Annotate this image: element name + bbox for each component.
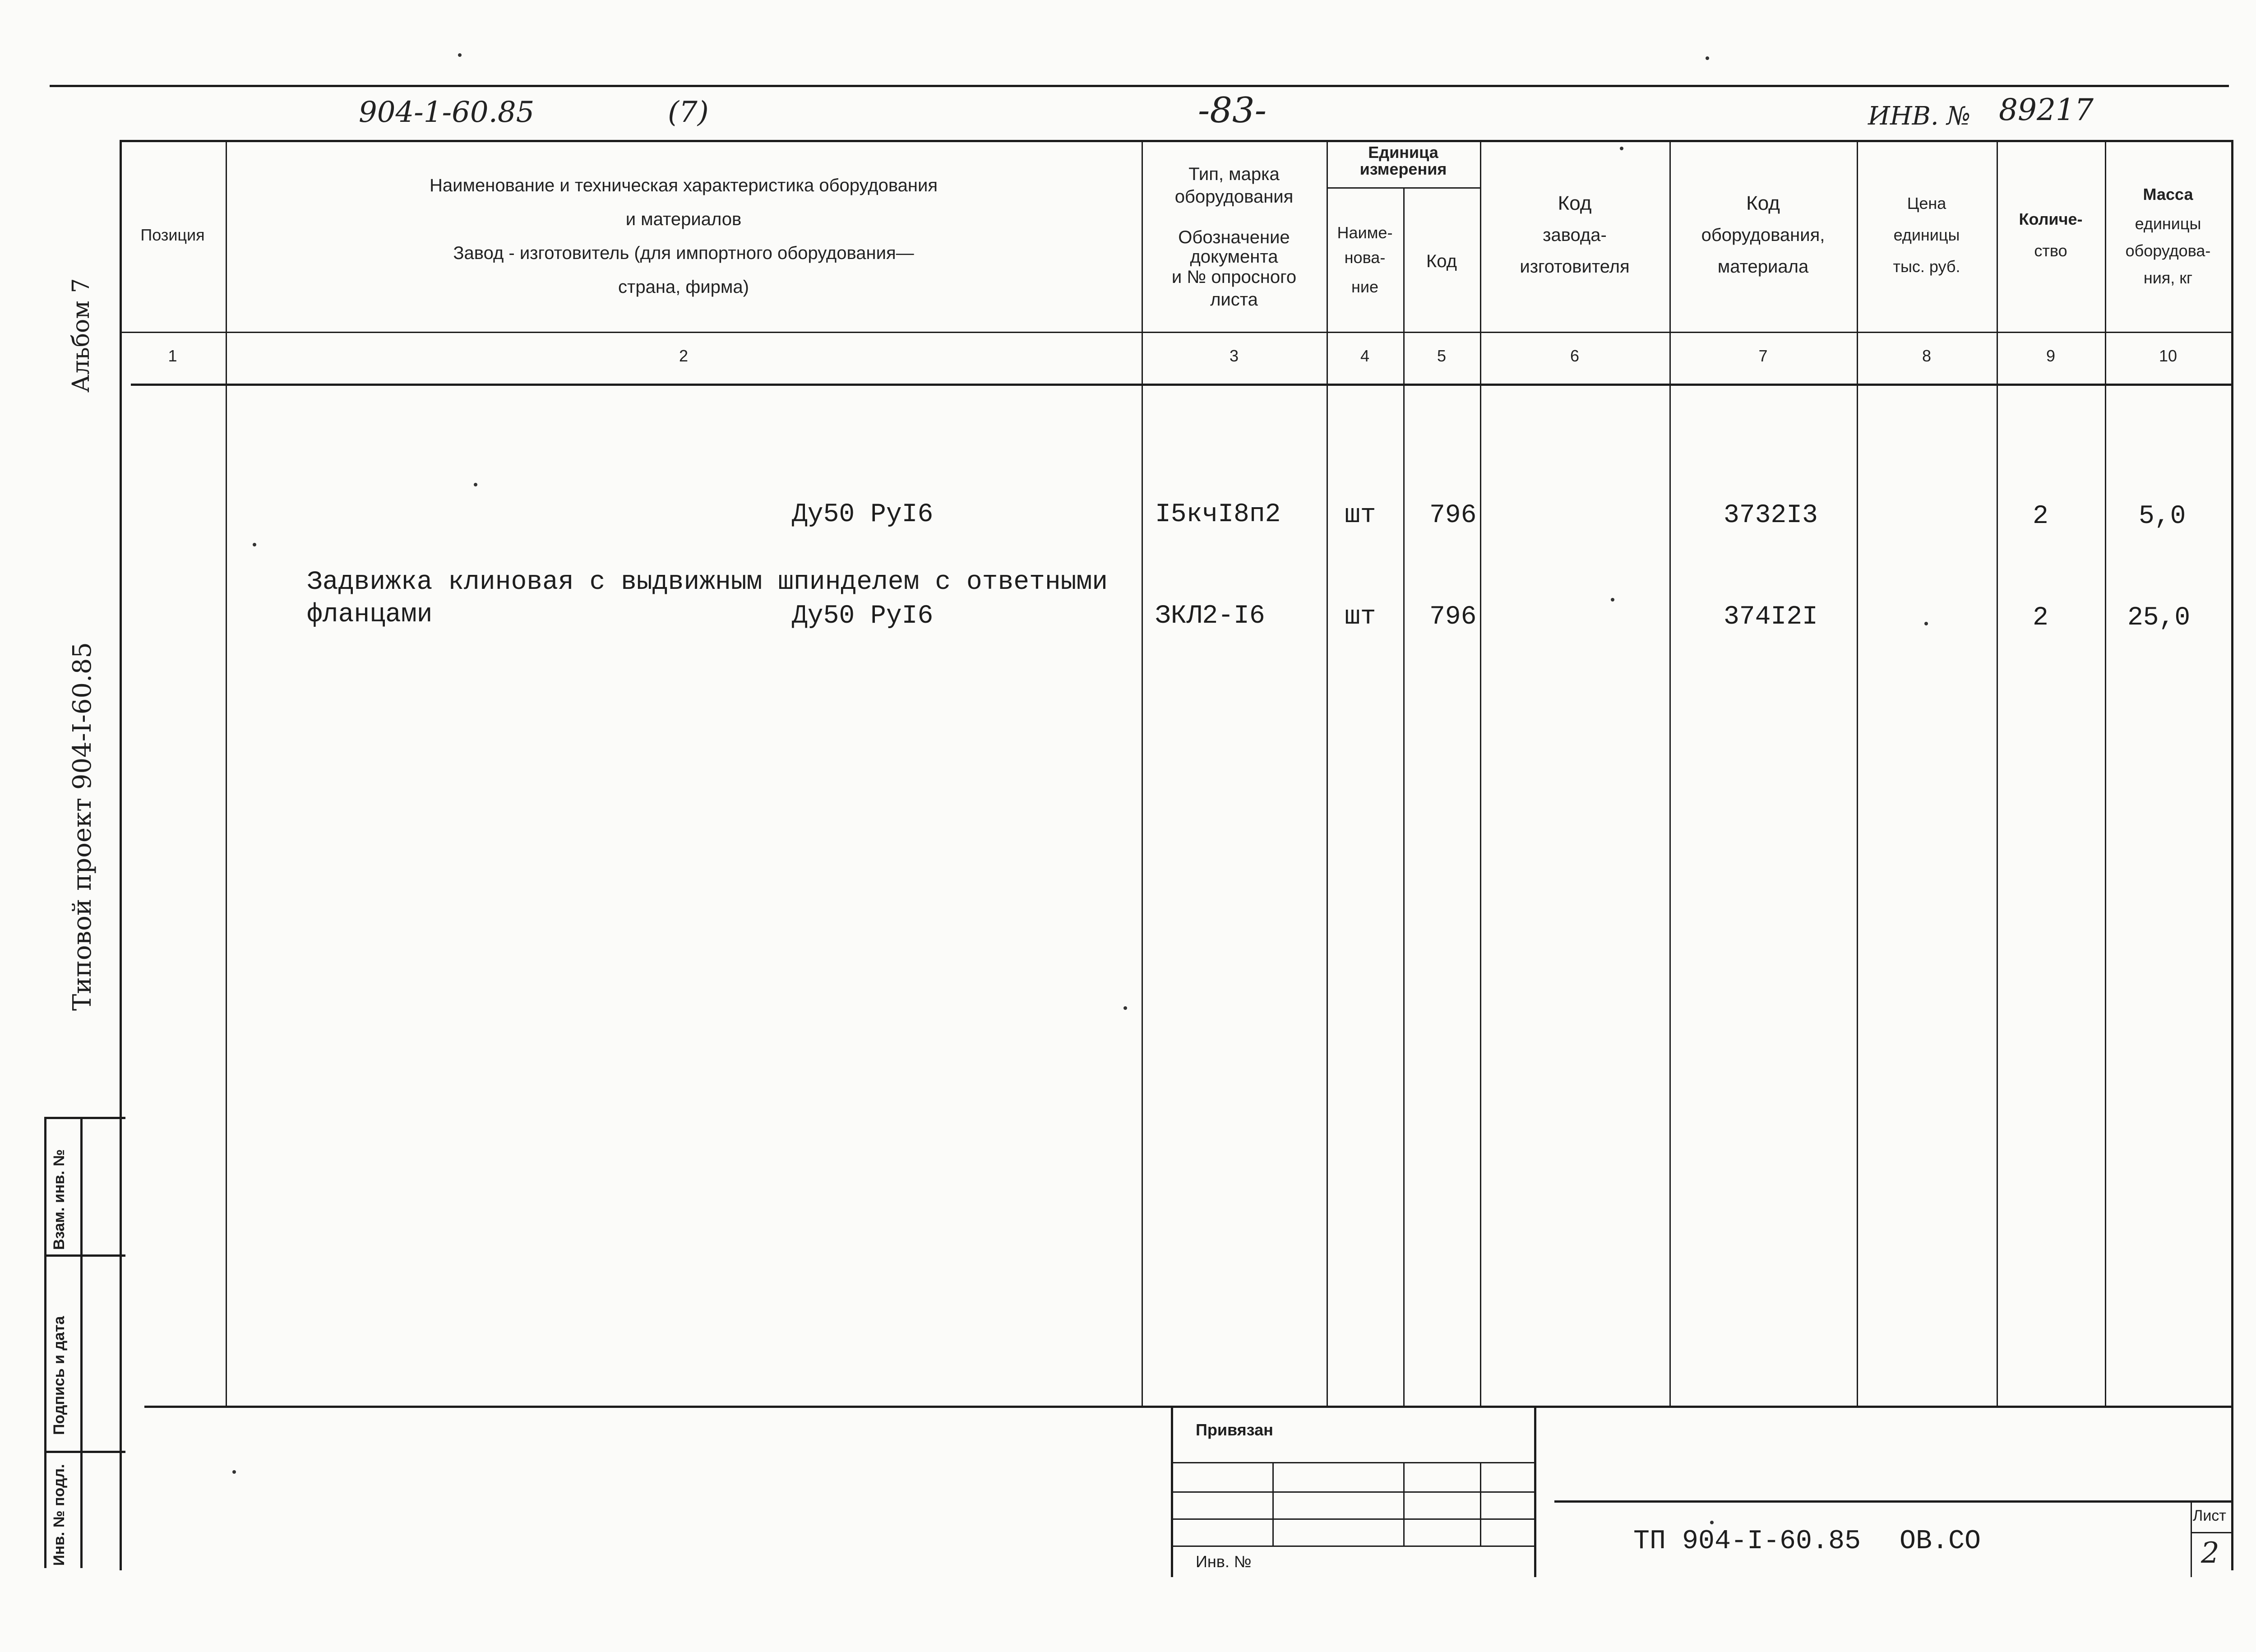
header-type-l2: оборудования — [1174, 187, 1294, 207]
colnum-2: 2 — [679, 347, 689, 365]
top-border-line — [50, 85, 2229, 87]
section-code: ОВ.СО — [1900, 1526, 1981, 1557]
header-qty-l2: ство — [2034, 241, 2067, 260]
header-name-l4: страна, фирма) — [618, 277, 749, 297]
header-mass-l2: единицы — [2135, 214, 2201, 233]
stamp-sign-date: Подпись и дата — [51, 1316, 68, 1435]
header-name-l1: Наименование и техническая характеристика оборудования — [430, 176, 938, 195]
designation-top-line — [1554, 1500, 2231, 1503]
header-factory-code-l1: Код — [1558, 192, 1592, 214]
colnum-bottom-line — [131, 384, 2231, 386]
header-unit-name-l1: Наиме- — [1337, 223, 1393, 242]
scan-speck — [253, 543, 256, 546]
colnum-8: 8 — [1922, 347, 1932, 365]
row2-equip-code: 374I2I — [1724, 602, 1818, 632]
colnum-4: 4 — [1360, 347, 1370, 365]
header-position: Позиция — [140, 226, 205, 244]
header-qty-l1: Количе- — [2019, 210, 2083, 228]
header-bottom-line — [120, 332, 2231, 333]
header-type-l6: листа — [1210, 290, 1258, 310]
header-factory-code-l3: изготовителя — [1520, 257, 1630, 277]
header-equip-code-l2: оборудования, — [1701, 225, 1825, 245]
header-equip-code-l3: материала — [1717, 257, 1809, 277]
row2-name-line1: Задвижка клиновая с выдвижным шпинделем с ответными — [307, 568, 1108, 597]
col-sep-8 — [1997, 140, 1998, 1406]
stamp-right-line — [80, 1117, 83, 1568]
inventory-number: 89217 — [1999, 93, 2094, 127]
row1-dims: Ду50 РуI6 — [792, 500, 934, 529]
header-mass-l4: ния, кг — [2143, 268, 2193, 287]
bound-grid-col-3 — [1480, 1462, 1481, 1546]
header-unit-group-l2: измерения — [1359, 160, 1447, 178]
stamp-inv-orig: Инв. № подл. — [51, 1464, 68, 1566]
col-sep-3 — [1327, 140, 1328, 1406]
header-price-l1: Цена — [1907, 194, 1946, 213]
album-label: Альбом 7 — [68, 278, 95, 393]
header-type-l3: Обозначение — [1178, 227, 1290, 247]
stamp-replace-inv: Взам. инв. № — [51, 1149, 68, 1250]
scan-speck — [1123, 1006, 1127, 1010]
header-mass-l3: оборудова- — [2125, 241, 2211, 260]
row1-unit-code: 796 — [1429, 501, 1477, 530]
col-sep-4 — [1403, 187, 1405, 1406]
row2-qty: 2 — [2033, 603, 2048, 633]
colnum-6: 6 — [1570, 347, 1580, 365]
row2-unit: шт — [1345, 602, 1376, 632]
table-right-border — [2231, 140, 2233, 1570]
sheet-box-left — [2191, 1500, 2192, 1577]
col-sep-6 — [1669, 140, 1671, 1406]
bound-label: Привязан — [1196, 1421, 1273, 1439]
row1-equip-code: 3732I3 — [1724, 501, 1818, 530]
header-type-l1: Тип, марка — [1188, 164, 1280, 184]
stamp-left-line — [44, 1117, 46, 1568]
row2-mass: 25,0 — [2127, 603, 2191, 633]
colnum-9: 9 — [2046, 347, 2056, 365]
table-body-bottom-line — [144, 1406, 2231, 1408]
header-type-l5: и № опросного — [1171, 267, 1297, 287]
col-sep-2 — [1142, 140, 1143, 1406]
col-sep-7 — [1857, 140, 1858, 1406]
scan-speck — [1620, 147, 1623, 150]
header-name-l3: Завод - изготовитель (для импортного оборудования— — [453, 243, 914, 263]
col-sep-9 — [2105, 140, 2106, 1406]
row2-name-line2: фланцами — [307, 600, 433, 629]
header-mass-l1: Масса — [2143, 185, 2193, 204]
page-marker: -83- — [1198, 90, 1267, 131]
designation-text: ТП 904-I-60.85 — [1633, 1526, 1861, 1557]
footer-inv-label: Инв. № — [1196, 1552, 1252, 1571]
scan-speck — [1611, 598, 1614, 602]
scan-speck — [232, 1470, 236, 1474]
sheet-number: 2 — [2201, 1536, 2219, 1570]
unit-group-line — [1327, 187, 1480, 189]
table-top-border — [120, 140, 2231, 142]
row1-type: I5кчI8п2 — [1155, 500, 1281, 529]
document-paren-note: (7) — [668, 96, 709, 129]
header-equip-code-l1: Код — [1746, 192, 1780, 214]
scan-speck — [1706, 56, 1709, 60]
project-label: Типовой проект 904-I-60.85 — [68, 642, 97, 1011]
colnum-1: 1 — [168, 347, 177, 365]
row1-mass: 5,0 — [2139, 502, 2186, 531]
scan-speck — [474, 483, 477, 486]
stamp-divider-2 — [44, 1451, 125, 1453]
row1-unit: шт — [1345, 501, 1376, 530]
bound-grid-col-1 — [1272, 1462, 1274, 1546]
row1-qty: 2 — [2033, 502, 2048, 531]
stamp-divider-1 — [44, 1254, 125, 1257]
header-unit-group-l1: Единица — [1368, 143, 1438, 162]
colnum-10: 10 — [2159, 347, 2177, 365]
scan-speck — [1924, 622, 1928, 625]
scan-speck — [458, 53, 462, 57]
row2-unit-code: 796 — [1429, 602, 1477, 632]
bound-box-right — [1534, 1406, 1536, 1577]
col-sep-1 — [226, 140, 227, 1406]
header-unit-name-l3: ние — [1351, 278, 1378, 296]
header-price-l3: тыс. руб. — [1893, 257, 1960, 276]
colnum-5: 5 — [1437, 347, 1447, 365]
header-name-l2: и материалов — [625, 209, 742, 229]
document-code: 904-1-60.85 — [359, 96, 535, 129]
colnum-3: 3 — [1229, 347, 1239, 365]
colnum-7: 7 — [1758, 347, 1768, 365]
sheet-box-mid — [2191, 1532, 2231, 1533]
header-factory-code-l2: завода- — [1543, 225, 1607, 245]
header-type-l4: документа — [1190, 247, 1278, 267]
col-sep-5 — [1480, 140, 1481, 1406]
header-unit-name-l2: нова- — [1344, 248, 1386, 267]
sheet-label: Лист — [2193, 1507, 2226, 1524]
bound-grid-line-4 — [1171, 1546, 1534, 1547]
bound-grid-col-2 — [1403, 1462, 1405, 1546]
row2-dims: Ду50 РуI6 — [792, 602, 934, 631]
scan-speck — [1710, 1521, 1714, 1524]
header-unit-code: Код — [1426, 251, 1457, 271]
inventory-label: ИНВ. № — [1868, 102, 1971, 131]
row2-type: ЗКЛ2-I6 — [1155, 602, 1265, 631]
stamp-top-line — [44, 1117, 125, 1119]
header-price-l2: единицы — [1893, 226, 1960, 244]
